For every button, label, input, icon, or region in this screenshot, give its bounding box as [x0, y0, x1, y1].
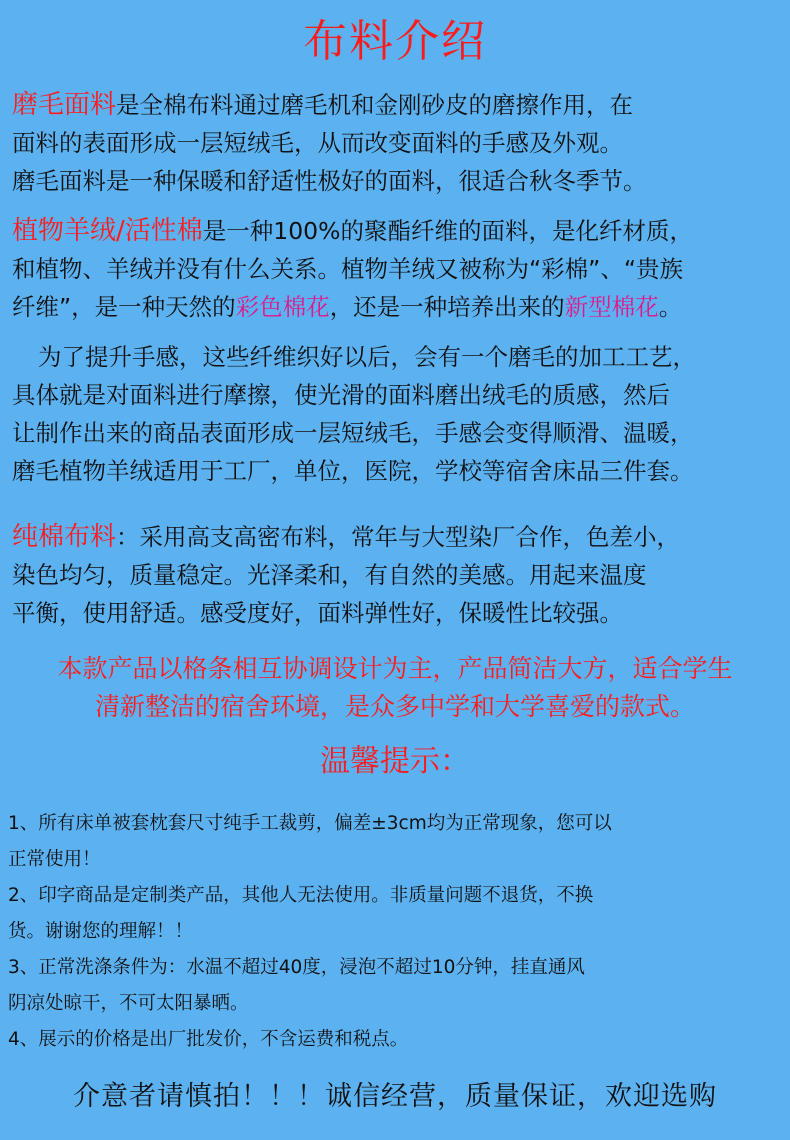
tip-line: 3、正常洗涤条件为：水温不超过40度，浸泡不超过10分钟，挂直通风: [8, 957, 585, 978]
cotton-text: ：采用高支高密布料，常年与大型染厂合作，色差小，: [116, 523, 681, 551]
cotton-line-2: 染色均匀，质量稳定。光泽柔和，有自然的美感。用起来温度: [12, 561, 647, 589]
tip-line: 1、所有床单被套枕套尺寸纯手工裁剪，偏差±3cm均为正常现象，您可以: [8, 813, 612, 834]
plant-cashmere-heading: 植物羊绒/活性棉: [12, 216, 203, 246]
tip-line: 4、展示的价格是出厂批发价，不含运费和税点。: [8, 1029, 409, 1050]
page-title: 布料介绍: [303, 16, 487, 67]
plant-cashmere-line-1: [12, 212, 782, 250]
brushed-fabric-line-1: [12, 86, 782, 124]
colored-cotton-highlight: 彩色棉花: [235, 293, 330, 321]
tips-title: 温馨提示：: [320, 744, 470, 779]
process-line-1: 为了提升手感，这些纤维织好以后，会有一个磨毛的加工工艺，: [38, 343, 696, 371]
tip-line: 2、印字商品是定制类产品，其他人无法使用。非质量问题不退货，不换: [8, 885, 594, 906]
tip-line: 货。谢谢您的理解！！: [8, 921, 194, 942]
process-section: [12, 338, 782, 490]
process-line-4: 磨毛植物羊绒适用于工厂，单位，医院，学校等宿舍床品三件套。: [12, 457, 694, 485]
plant-cashmere-text-e: 。: [658, 293, 683, 321]
plant-cashmere-text-a: 纤维”，是一种天然的: [12, 293, 236, 321]
brushed-fabric-text: 是全棉布料通过磨毛机和金刚砂皮的磨擦作用，在: [116, 91, 634, 119]
tips-list: [8, 806, 786, 1058]
cotton-line-1: [12, 518, 782, 556]
brushed-fabric-line-3: 磨毛面料是一种保暖和舒适性极好的面料，很适合秋冬季节。: [12, 167, 647, 195]
product-description-line-1: 本款产品以格条相互协调设计为主，产品简洁大方，适合学生: [57, 654, 733, 683]
plant-cashmere-text: 是一种100%的聚酯纤维的面料，是化纤材质，: [202, 217, 693, 245]
footer-notice: 介意者请慎拍！！！诚信经营，质量保证，欢迎选购: [73, 1081, 717, 1112]
tip-line: 正常使用！: [8, 849, 101, 870]
cotton-section: [12, 518, 782, 632]
product-description-line-2: 清新整洁的宿舍环境，是众多中学和大学喜爱的款式。: [94, 692, 695, 721]
cotton-line-3: 平衡，使用舒适。感受度好，面料弹性好，保暖性比较强。: [12, 599, 623, 627]
plant-cashmere-text-c: ，还是一种培养出来的: [329, 293, 565, 321]
brushed-fabric-section: [12, 86, 782, 200]
brushed-fabric-heading: 磨毛面料: [12, 90, 117, 120]
plant-cashmere-section: [12, 212, 782, 326]
new-cotton-highlight: 新型棉花: [564, 293, 659, 321]
product-description: [0, 650, 790, 726]
process-line-3: 让制作出来的商品表面形成一层短绒毛，手感会变得顺滑、温暖，: [12, 419, 694, 447]
brushed-fabric-line-2: 面料的表面形成一层短绒毛，从而改变面料的手感及外观。: [12, 129, 623, 157]
process-line-2: 具体就是对面料进行摩擦，使光滑的面料磨出绒毛的质感，然后: [12, 381, 670, 409]
plant-cashmere-line-3: [12, 288, 782, 326]
tip-line: 阴凉处晾干，不可太阳暴晒。: [8, 993, 249, 1014]
cotton-heading: 纯棉布料: [12, 522, 117, 552]
plant-cashmere-line-2: 和植物、羊绒并没有什么关系。植物羊绒又被称为“彩棉”、“贵族: [12, 255, 684, 283]
